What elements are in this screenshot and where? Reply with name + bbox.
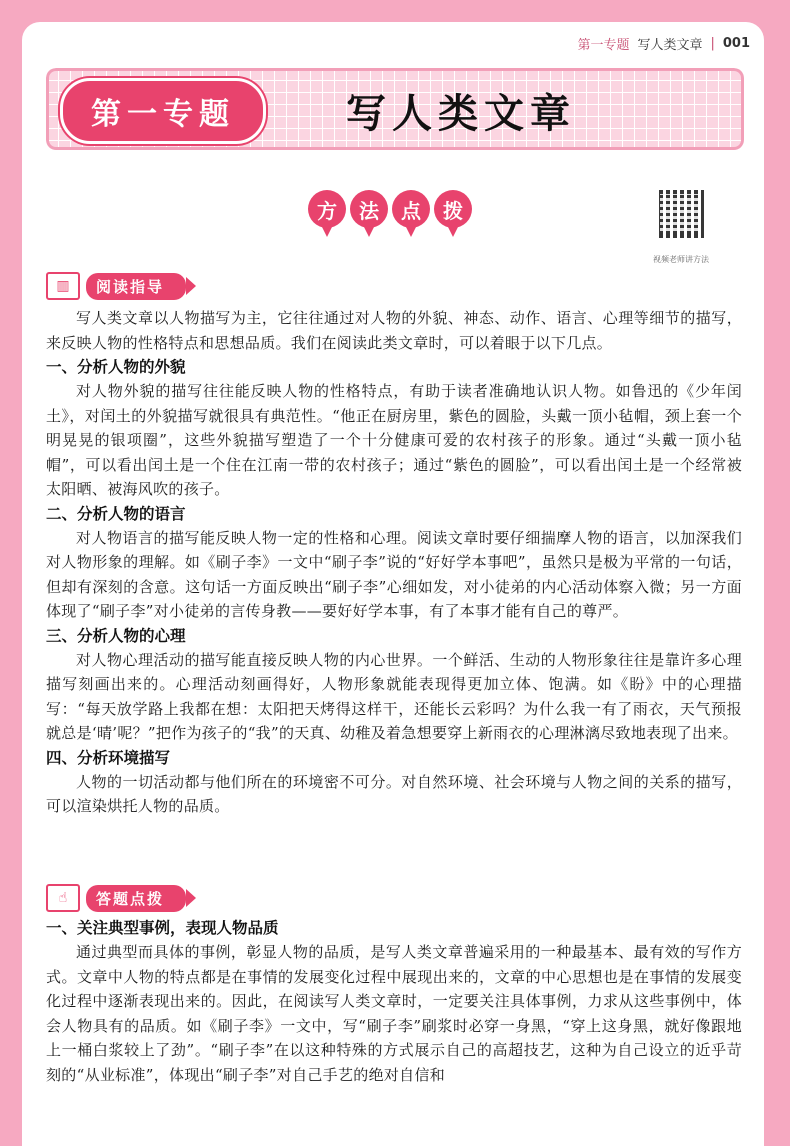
pointing-hand-icon: ☝ <box>46 884 80 912</box>
method-char: 法 <box>350 190 388 228</box>
section-heading: 一、关注典型事例，表现人物品质 <box>46 919 279 937</box>
book-icon: ▥ <box>46 272 80 300</box>
running-header-section: 第一专题 <box>577 38 630 53</box>
method-char: 方 <box>308 190 346 228</box>
running-header-title: 写人类文章 <box>637 38 703 53</box>
answer-tips-tag <box>46 884 186 912</box>
section-heading: 三、分析人物的心理 <box>46 626 186 645</box>
section-text: 人物的一切活动都与他们所在的环境密不可分。对自然环境、社会环境与人物之间的关系的描写，可以渲染烘托人物的品质。 <box>46 772 742 815</box>
reading-guide-tag <box>46 272 186 300</box>
section-text: 对人物外貌的描写往往能反映人物的性格特点，有助于读者准确地认识人物。如鲁迅的《少年闰土》，对闰土的外貌描写就很具有典范性。“他正在厨房里，紫色的圆脸，头戴一顶小毡帽，颈上套一个明晃晃的银项圈”，这些外貌描写塑造了一个十分健康可爱的农村孩子的形象。通过“头戴一顶小毡帽”，可以看出闰土是一个住在江南一带的农村孩子；通过“紫色的圆脸”，可以看出闰土是一个经常被太阳晒、被海风吹的孩子。 <box>46 382 742 498</box>
topic-badge: 第一专题 <box>60 78 266 144</box>
section-heading: 一、分析人物的外貌 <box>46 358 186 376</box>
section-text: 对人物语言的描写能反映人物一定的性格和心理。阅读文章时要仔细揣摩人物的语言，以加深我们对人物形象的理解。如《刷子李》一文中“刷子李”说的“好好学本事吧”，虽然只是极为平常的一句话，但却有深刻的含意。这句话一方面反映出“刷子李”心细如发，对小徒弟的内心活动体察入微；另一方面体现了“刷子李”对小徒弟的言传身教——要好好学本事，有了本事才能有自己的尊严。 <box>46 528 742 620</box>
qr-caption: 视频老师讲方法 <box>653 255 709 264</box>
section-text: 对人物心理活动的描写能直接反映人物的内心世界。一个鲜活、生动的人物形象往往是靠许多心理描写刻画出来的。心理活动刻画得好，人物形象就能表现得更加立体、饱满。如《盼》中的心理描写：“每天放学路上我都在想：太阳把天烤得这样干，还能长云彩吗？为什么我一有了雨衣，天气预报就总是‘晴’呢？”把作为孩子的“我”的天真、幼稚及着急想要穿上新雨衣的心理淋漓尽致地表现了出来。 <box>46 650 742 742</box>
method-char: 拨 <box>434 190 472 228</box>
answer-tips-label: 答题点拨 <box>86 885 186 912</box>
reading-guide-intro: 写人类文章以人物描写为主，它往往通过对人物的外貌、神态、动作、语言、心理等细节的描写，来反映人物的性格特点和思想品质。我们在阅读此类文章时，可以着眼于以下几点。 <box>46 309 742 352</box>
section-heading: 二、分析人物的语言 <box>46 504 186 523</box>
answer-tips-body <box>46 916 742 1087</box>
method-char: 点 <box>392 190 430 228</box>
topic-banner <box>46 68 744 150</box>
reading-guide-label: 阅读指导 <box>86 273 186 300</box>
qr-code[interactable] <box>652 186 708 242</box>
method-heading <box>308 190 472 228</box>
section-text: 通过典型而具体的事例，彰显人物的品质，是写人类文章普遍采用的一种最基本、最有效的写作方式。文章中人物的特点都是在事情的发展变化过程中展现出来的，文章的中心思想也是在事情的发展变化过程中逐渐表现出来的。因此，在阅读写人类文章时，一定要关注具体事例，力求从这些事例中，体会人物具有的品质。如《刷子李》一文中，写“刷子李”刷浆时必穿一身黑，“穿上这身黑，就好像跟地上一桶白浆较上了劲”。“刷子李”在以这种特殊的方式展示自己的高超技艺，这种为自己设立的近乎苛刻的“从业标准”，体现出“刷子李”对自己手艺的绝对自信和 <box>46 943 742 1084</box>
running-header <box>577 34 750 53</box>
topic-title: 写人类文章 <box>346 91 576 137</box>
running-header-divider: | <box>710 36 715 51</box>
page-number: 001 <box>722 36 750 51</box>
section-heading: 四、分析环境描写 <box>46 748 171 767</box>
reading-guide-body <box>46 306 742 819</box>
